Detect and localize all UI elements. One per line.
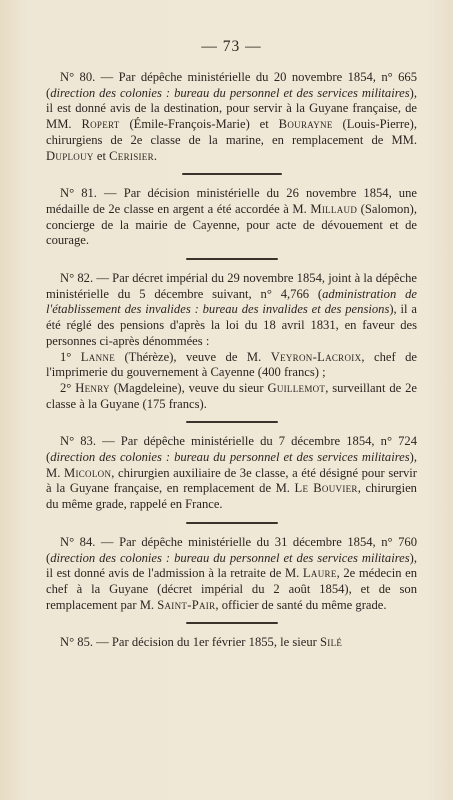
separator-rule bbox=[186, 258, 278, 260]
separator-rule bbox=[186, 522, 278, 524]
entry-81: N° 81. — Par décision ministérielle du 26 novembre 1854, une médaille de 2e classe en argent a été accordée à M. Millaud (Salomon), concierge de la mairie de Cayenne, pour acte de dévouement et de courage. bbox=[46, 186, 417, 248]
separator-rule bbox=[186, 622, 278, 624]
pension-item-1: 1° Lanne (Thérèze), veuve de M. Veyron-Lacroix, chef de l'imprimerie du gouvernement à Cayenne (400 francs) ; bbox=[46, 349, 417, 380]
separator-rule bbox=[182, 173, 282, 175]
pension-item-2: 2° Henry (Magdeleine), veuve du sieur Guillemot, surveillant de 2e classe à la Guyane (175 francs). bbox=[46, 380, 417, 411]
entry-82: N° 82. — Par décret impérial du 29 novembre 1854, joint à la dépêche ministérielle du 5 décembre suivant, n° 4,766 (administration de l'établissement des invalides : bureau des invalides et des pensions), il a été réglé des pensions d'après la loi du 18 avril 1831, en faveur des personnes ci-après dénommées : 1° Lanne (Thérèze), veuve de M. Veyron-Lacroix, chef de l'imprimerie du gouvernement à Cayenne (400 francs) ; 2° Henry (Magdeleine), veuve du sieur Guillemot, surveillant de 2e classe à la Guyane (175 francs). bbox=[46, 271, 417, 411]
entry-85: N° 85. — Par décision du 1er février 1855, le sieur Silé bbox=[60, 635, 343, 650]
entry-84: N° 84. — Par dépêche ministérielle du 31 décembre 1854, n° 760 (direction des colonies : bureau du personnel et des services militaires), il est donné avis de l'admission à la retraite de M. Laure, 2e médecin en chef à la Guyane (décret impérial du 2 août 1854), et de son remplacement par M. Saint-Pair, officier de santé du même grade. bbox=[46, 534, 417, 612]
page-number: — 73 — bbox=[201, 38, 262, 55]
separator-rule bbox=[186, 421, 278, 423]
entry-80: N° 80. — Par dépêche ministérielle du 20 novembre 1854, n° 665 (direction des colonies : bureau du personnel et des services militaires), il est donné avis de la destination, pour servir à la Guyane française, de MM. Ropert (Émile-François-Marie) et Bourayne (Louis-Pierre), chirurgiens de 2e classe de la marine, en remplacement de MM. Duplouy et Cerisier. bbox=[46, 70, 417, 163]
entry-83: N° 83. — Par dépêche ministérielle du 7 décembre 1854, n° 724 (direction des colonies : bureau du personnel et des services militaires), M. Micolon, chirurgien auxiliaire de 3e classe, a été désigné pour servir à la Guyane française, en remplacement de M. Le Bouvier, chirurgien du même grade, rappelé en France. bbox=[46, 434, 417, 512]
